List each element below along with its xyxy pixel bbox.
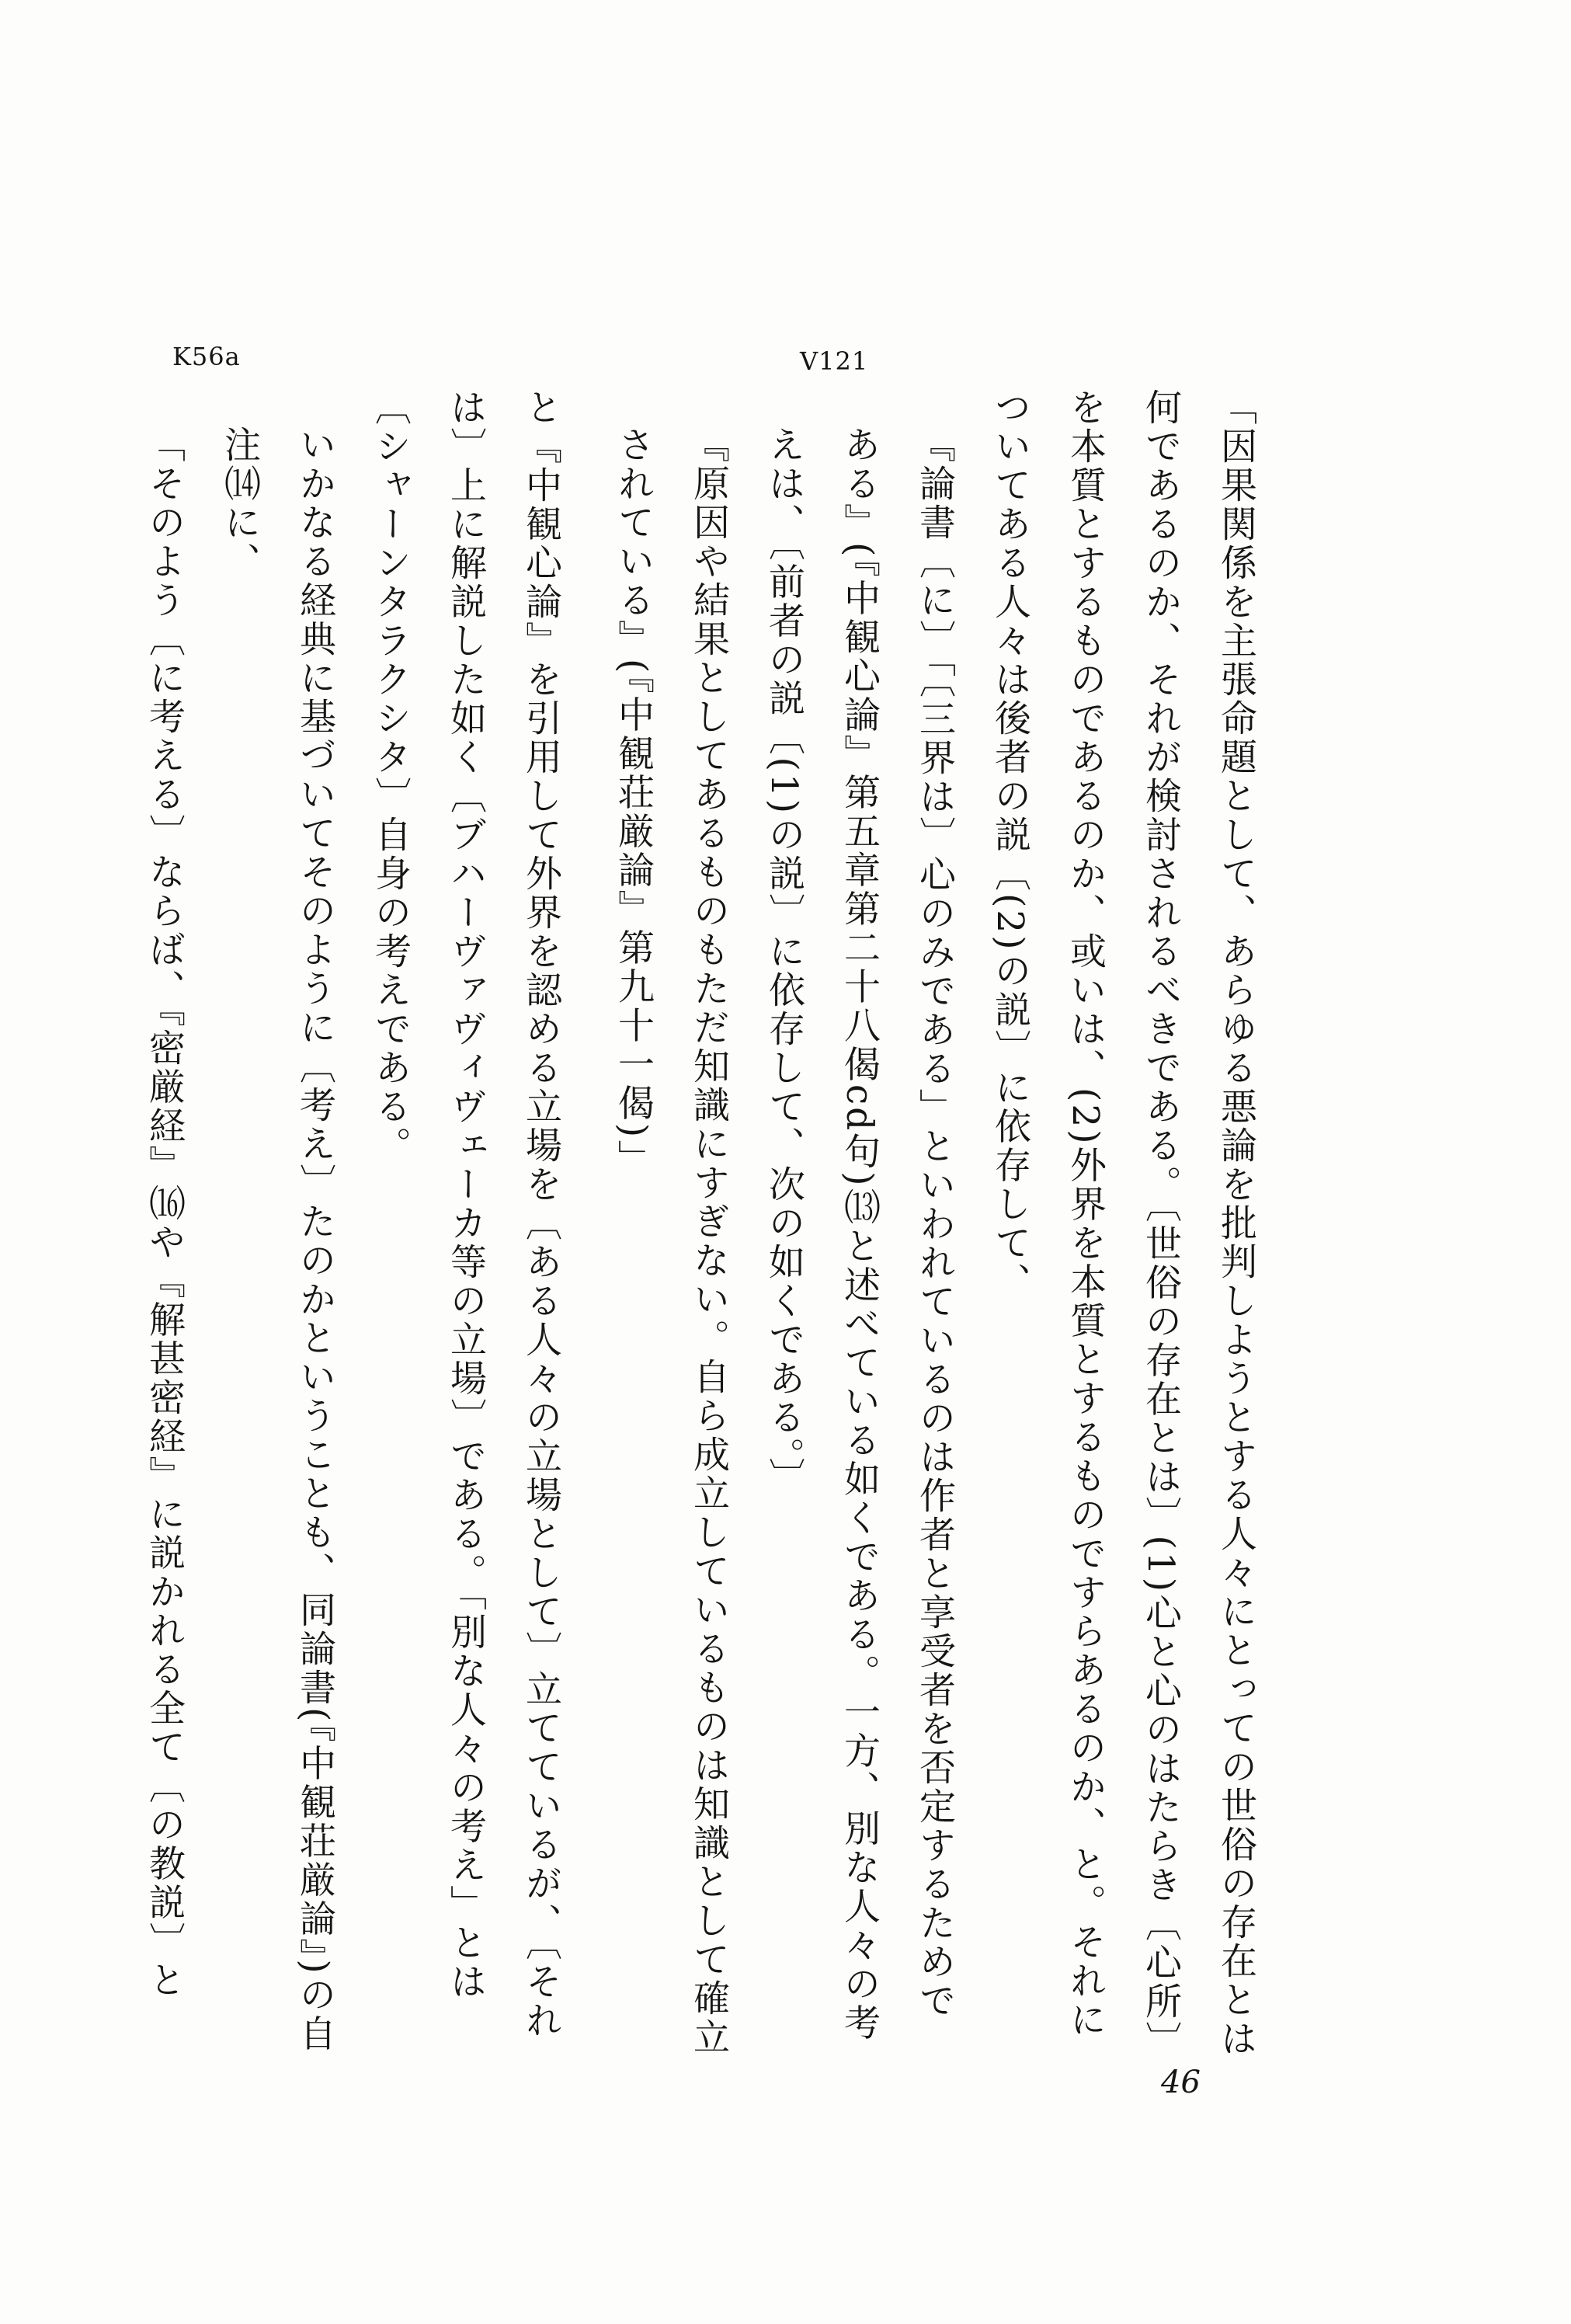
- paragraph-3: 『原因や結果としてあるものもただ知識にすぎない。自ら成立しているものは知識として確立されている』(『中観荘厳論』第九十一偈)」: [612, 426, 730, 2057]
- paragraph-6: 「そのよう〔に考える〕ならば、『密厳経』⒃や『解甚密経』に説かれる全て〔の教説〕と: [143, 426, 186, 2000]
- margin-marker-kalpa: K56a: [172, 342, 241, 371]
- margin-marker-volume: V121: [800, 346, 869, 376]
- paragraph-5: いかなる経典に基づいてそのように〔考え〕たのかということも、同論書(『中観荘厳論』)の自注⒁に、: [218, 426, 336, 2054]
- vertical-text-body: [143, 388, 1274, 2058]
- paragraph-1: 「因果関係を主張命題として、あらゆる悪論を批判しようとする人々にとっての世俗の存在とは何であるのか、それが検討されるべきである。〔世俗の存在とは〕(1)心と心のはたらき〔心所〕を本質とするものであるのか、或いは、(2)外界を本質とするものですらあるのか、と。それについてある人々は後者の説〔(2)の説〕に依存して、: [989, 388, 1257, 2058]
- paragraph-2: 『論書〔に〕「〔三界は〕心のみである」といわれているのは作者と享受者を否定するためである』(『中観心論』第五章第二十八偈cd句)⒀と述べている如くである。一方、別な人々の考えは、〔前者の説〔(1)の説〕に依存して、次の如くである。〕: [763, 426, 956, 2043]
- paragraph-4: と『中観心論』を引用して外界を認める立場を〔ある人々の立場として〕立てているが、〔それは〕上に解説した如く〔ブハーヴァヴィヴェーカ等の立場〕である。「別な人々の考え」とは〔シャーンタラクシタ〕自身の考えである。: [369, 388, 562, 2040]
- page-number: 46: [1161, 2065, 1201, 2100]
